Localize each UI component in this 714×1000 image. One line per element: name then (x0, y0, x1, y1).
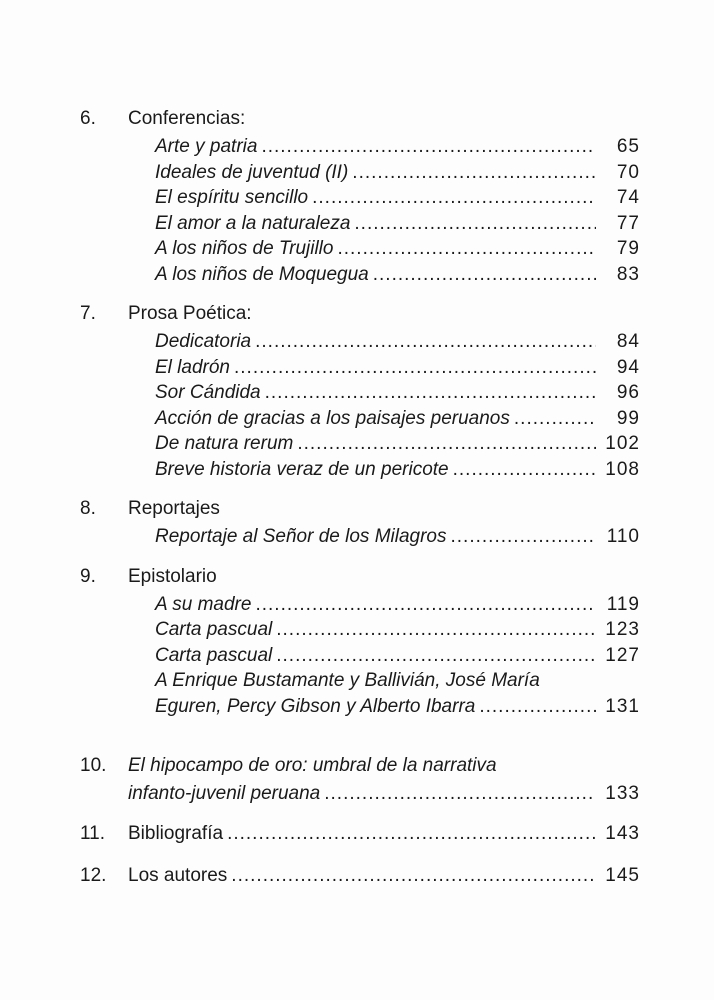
entry-page: 65 (616, 136, 640, 157)
entry-title: Arte y patria (155, 136, 258, 157)
section-number: 8. (80, 498, 96, 519)
entry-title-line-2: Eguren, Percy Gibson y Alberto Ibarra (155, 695, 476, 717)
toc-entry (80, 645, 640, 671)
section-number: 11. (80, 822, 106, 844)
toc-entry (80, 459, 640, 485)
table-of-contents (80, 108, 640, 907)
entry-title: El ladrón (155, 356, 230, 378)
entry-page: 74 (616, 187, 640, 208)
toc-entry-wrapped (80, 696, 640, 722)
toc-entry (80, 213, 640, 239)
entry-title: El espíritu sencillo (155, 187, 309, 208)
dot-leader (227, 823, 596, 845)
toc-entry (80, 162, 640, 188)
toc-entry (80, 331, 640, 357)
section-heading (80, 865, 640, 893)
toc-entry (80, 382, 640, 408)
entry-page: 143 (605, 822, 640, 844)
dot-leader (324, 783, 596, 805)
section-heading (80, 108, 640, 136)
entry-page: 96 (616, 382, 640, 403)
dot-leader (373, 264, 596, 286)
section-number: 9. (80, 565, 96, 587)
toc-entry (80, 619, 640, 645)
dot-leader (276, 645, 596, 667)
section-number: 7. (80, 303, 96, 324)
section-title-wrapped (80, 783, 640, 809)
dot-leader (354, 213, 596, 235)
entry-page: 83 (616, 263, 640, 285)
toc-section-8 (80, 498, 640, 552)
section-heading (80, 498, 640, 526)
section-title: Los autores (128, 864, 228, 886)
section-number: 10. (80, 755, 107, 776)
dot-leader (261, 136, 596, 158)
entry-page: 123 (605, 619, 640, 640)
toc-section-9 (80, 566, 640, 722)
entry-title: De natura rerum (155, 433, 294, 454)
toc-section-7 (80, 303, 640, 484)
dot-leader (479, 696, 596, 718)
dot-leader (297, 433, 596, 455)
entry-title: Carta pascual (155, 619, 273, 640)
entry-page: 79 (616, 238, 640, 259)
entry-page: 110 (606, 526, 640, 547)
entry-title: A los niños de Moquegua (155, 263, 369, 285)
dot-leader (255, 331, 596, 353)
dot-leader (451, 526, 597, 548)
section-title-line-1: El hipocampo de oro: umbral de la narrativa (128, 755, 497, 776)
section-title: Bibliografía (128, 822, 224, 844)
dot-leader (265, 382, 596, 404)
section-title: Epistolario (128, 565, 217, 587)
section-title-line-2: infanto-juvenil peruana (128, 783, 321, 804)
entry-title: Ideales de juventud (II) (155, 161, 349, 183)
dot-leader (453, 459, 596, 481)
entry-page: 99 (616, 407, 640, 429)
entry-page: 84 (616, 331, 640, 352)
entry-page: 102 (605, 433, 640, 454)
section-heading (80, 823, 640, 851)
dot-leader (514, 408, 596, 430)
entry-page: 70 (616, 161, 640, 183)
toc-entry (80, 594, 640, 620)
dot-leader (234, 357, 596, 379)
toc-entry (80, 408, 640, 434)
entry-title: A su madre (155, 593, 252, 615)
dot-leader (337, 238, 596, 260)
section-number: 6. (80, 108, 96, 129)
dot-leader (352, 162, 596, 184)
section-heading (80, 755, 640, 783)
toc-section-6 (80, 108, 640, 289)
toc-entry (80, 187, 640, 213)
section-number: 12. (80, 864, 107, 886)
toc-section-10 (80, 755, 640, 809)
section-title: Conferencias: (128, 108, 246, 129)
entry-page: 131 (605, 695, 640, 717)
entry-page: 145 (605, 864, 640, 886)
entry-title: A los niños de Trujillo (155, 238, 334, 259)
section-heading (80, 303, 640, 331)
toc-entry (80, 264, 640, 290)
dot-leader (255, 594, 596, 616)
entry-page: 108 (605, 458, 640, 480)
toc-section-12 (80, 865, 640, 893)
toc-entry (80, 238, 640, 264)
entry-title: Acción de gracias a los paisajes peruanos (155, 407, 510, 429)
entry-page: 119 (606, 593, 640, 615)
entry-page: 77 (616, 212, 640, 234)
section-title: Prosa Poética: (128, 303, 252, 324)
entry-title: Breve historia veraz de un pericote (155, 458, 449, 480)
entry-page: 94 (616, 356, 640, 378)
entry-title: El amor a la naturaleza (155, 212, 351, 234)
entry-title: Reportaje al Señor de los Milagros (155, 526, 447, 547)
section-title: Reportajes (128, 498, 220, 519)
dot-leader (276, 619, 596, 641)
entry-title: Sor Cándida (155, 382, 261, 403)
toc-entry (80, 526, 640, 552)
toc-entry (80, 136, 640, 162)
entry-title: Carta pascual (155, 644, 273, 666)
toc-entry (80, 433, 640, 459)
entry-title: Dedicatoria (155, 331, 252, 352)
dot-leader (312, 187, 596, 209)
toc-section-11 (80, 823, 640, 851)
entry-title-line-1: A Enrique Bustamante y Ballivián, José María (155, 670, 540, 691)
entry-page: 127 (605, 644, 640, 666)
entry-page: 133 (605, 783, 640, 804)
section-heading (80, 566, 640, 594)
toc-entry (80, 357, 640, 383)
dot-leader (231, 865, 596, 887)
